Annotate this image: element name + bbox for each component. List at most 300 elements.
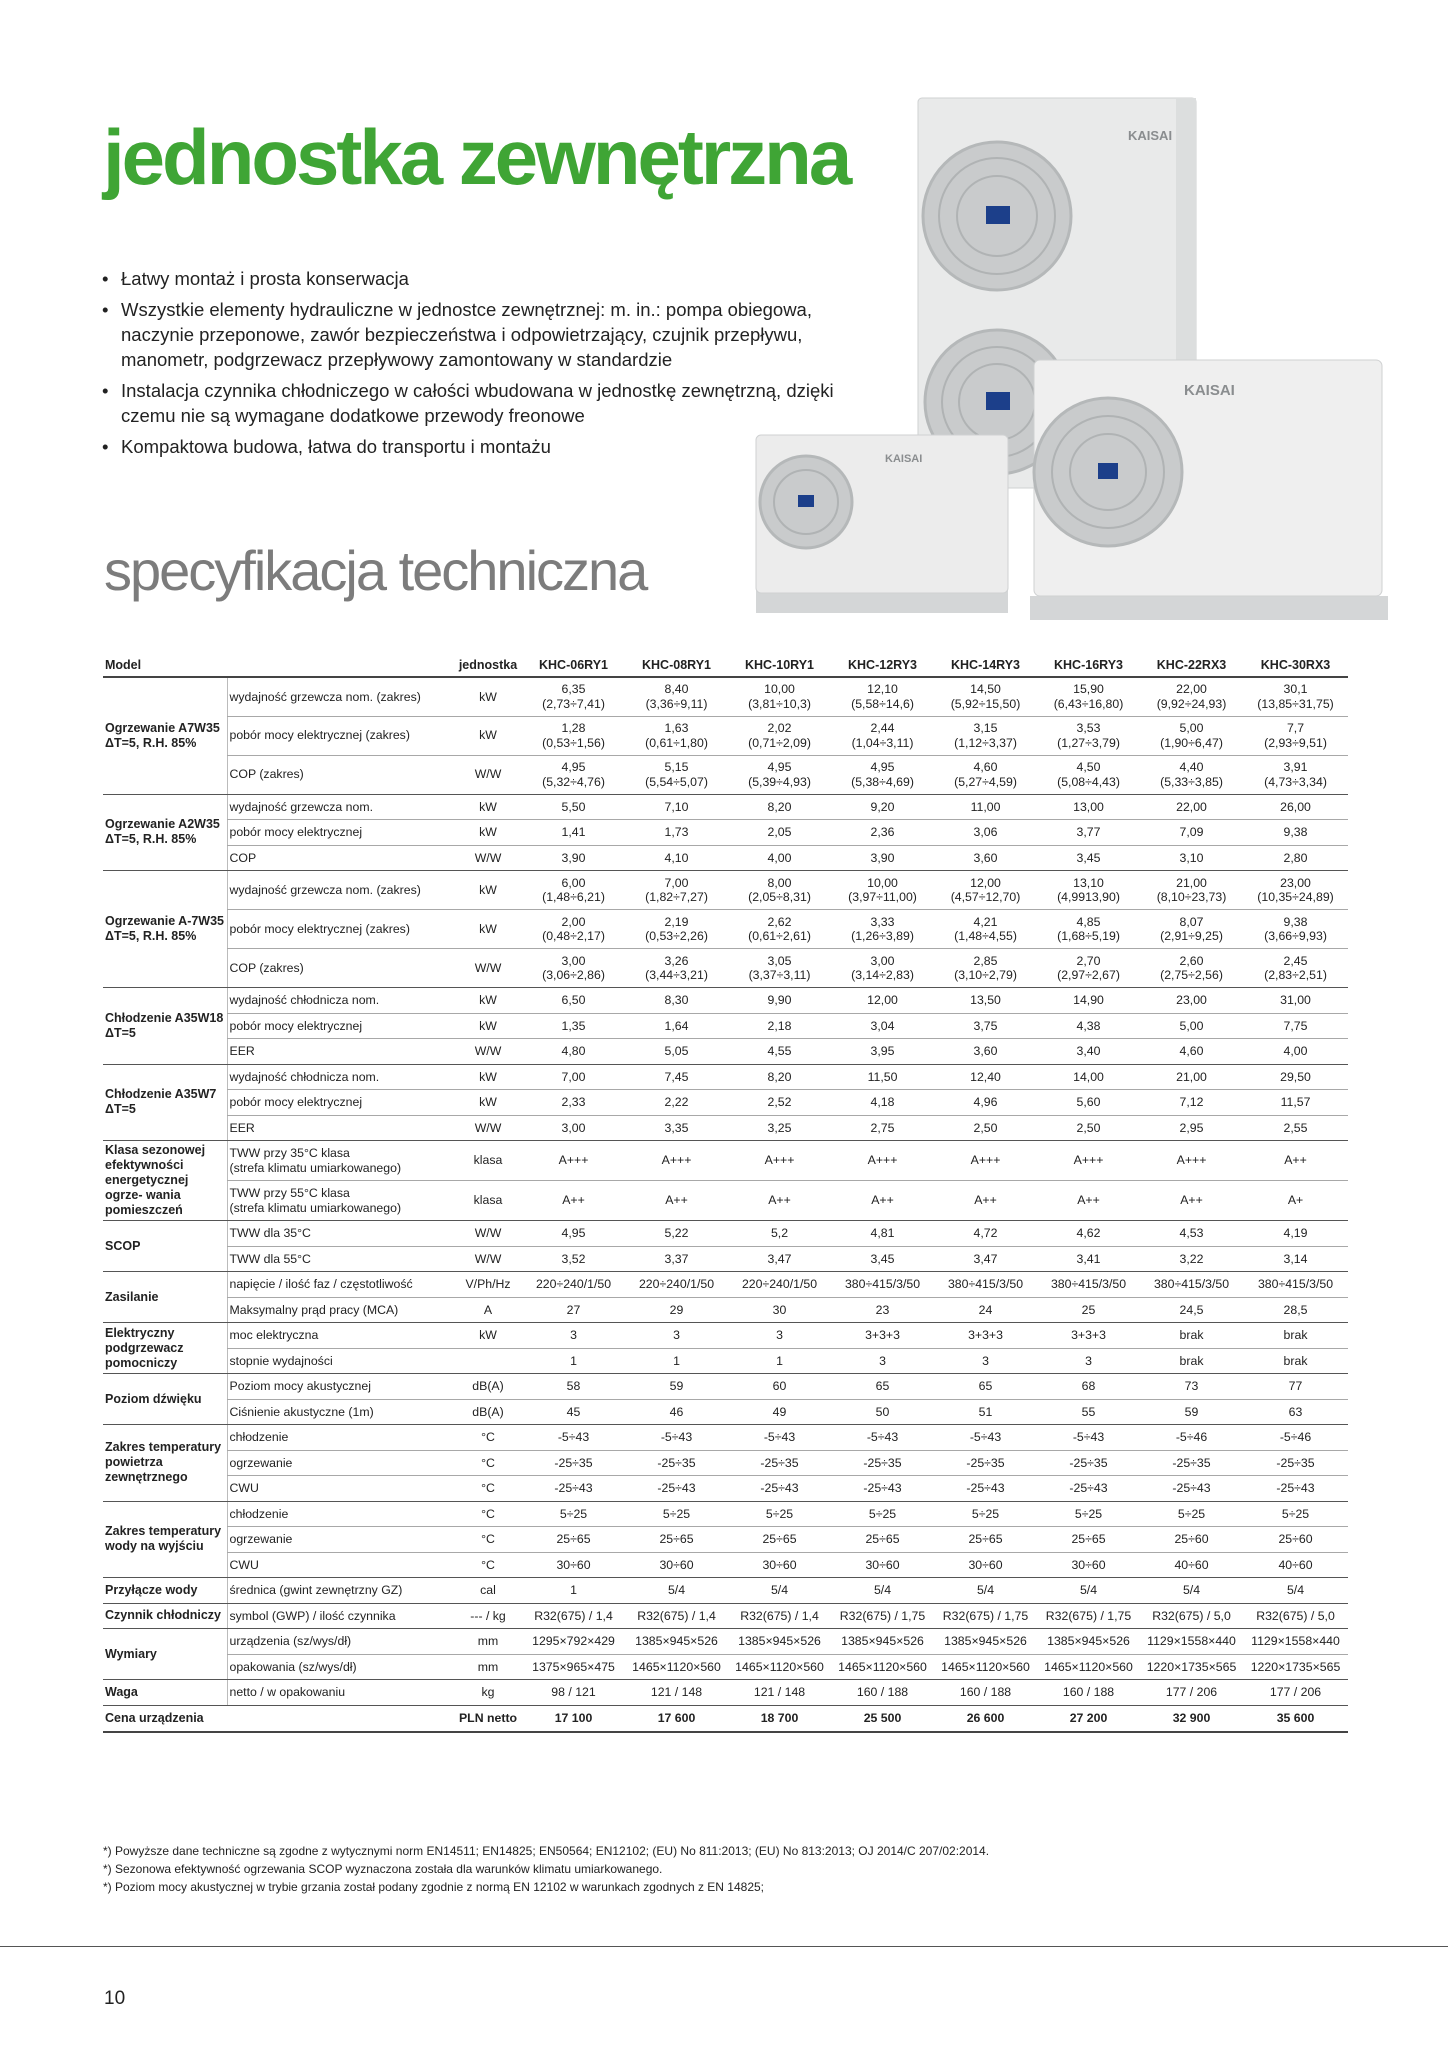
unit-cell: mm [454,1629,522,1655]
param-label: stopnie wydajności [227,1348,454,1374]
value-cell: 1,35 [522,1013,625,1039]
table-row [103,1399,1348,1425]
value-cell: 14,50 (5,92÷15,50) [934,677,1037,716]
table-row [103,1476,1348,1502]
param-label: COP (zakres) [227,755,454,794]
param-label: wydajność grzewcza nom. (zakres) [227,871,454,910]
value-cell: A++ [625,1181,728,1221]
feature-item: • Wszystkie elementy hydrauliczne w jednostce zewnętrznej: m. in.: pompa obiegowa, naczynie przeponowe, zawór bezpieczeństwa i odpowietrzający, czujnik przepływu, manometr, podgrzewacz przepływowy zamontowany w standardzie [102,297,862,372]
value-cell: A+++ [522,1141,625,1181]
table-row [103,1578,1348,1604]
value-cell: 3,60 [934,1039,1037,1065]
table-row [103,1654,1348,1680]
param-label: pobór mocy elektrycznej (zakres) [227,716,454,755]
value-cell: 4,85 (1,68÷5,19) [1037,910,1140,949]
heat-pump-units-image [750,90,1400,630]
header-unit: jednostka [454,654,522,677]
value-cell: 3+3+3 [1037,1323,1140,1349]
price-value: 26 600 [934,1705,1037,1732]
table-row [103,1425,1348,1451]
value-cell: 2,52 [728,1090,831,1116]
value-cell: 11,57 [1243,1090,1348,1116]
param-label: pobór mocy elektrycznej [227,1090,454,1116]
unit-cell: kg [454,1680,522,1706]
value-cell: 13,10 (4,9913,90) [1037,871,1140,910]
value-cell: 5÷25 [934,1501,1037,1527]
value-cell: 3,60 [934,845,1037,871]
value-cell: 7,00 (1,82÷7,27) [625,871,728,910]
page-number: 10 [104,1988,126,2009]
value-cell: 2,75 [831,1115,934,1141]
footer-divider [0,1946,1448,1947]
table-row [103,820,1348,846]
value-cell: 30÷60 [728,1552,831,1578]
value-cell: 59 [1140,1399,1243,1425]
value-cell: 5÷25 [625,1501,728,1527]
table-row [103,677,1348,716]
table-row [103,755,1348,794]
value-cell: 5/4 [625,1578,728,1604]
value-cell: 1385×945×526 [728,1629,831,1655]
value-cell: 5÷25 [728,1501,831,1527]
value-cell: R32(675) / 5,0 [1140,1603,1243,1629]
value-cell: R32(675) / 5,0 [1243,1603,1348,1629]
table-row [103,1348,1348,1374]
value-cell: 3,05 (3,37÷3,11) [728,949,831,988]
table-row [103,794,1348,820]
price-value: 27 200 [1037,1705,1140,1732]
value-cell: 8,07 (2,91÷9,25) [1140,910,1243,949]
value-cell: 1465×1120×560 [728,1654,831,1680]
param-label: pobór mocy elektrycznej [227,1013,454,1039]
section-title: specyfikacja techniczna [104,539,647,602]
param-label: średnica (gwint zewnętrzny GZ) [227,1578,454,1604]
value-cell: 4,95 (5,39÷4,93) [728,755,831,794]
value-cell: 13,50 [934,988,1037,1014]
value-cell: 3,14 [1243,1246,1348,1272]
value-cell: 1 [728,1348,831,1374]
value-cell: -5÷43 [1037,1425,1140,1451]
table-row [103,1527,1348,1553]
value-cell: 5,15 (5,54÷5,07) [625,755,728,794]
unit-cell: kW [454,1013,522,1039]
value-cell: 12,00 [831,988,934,1014]
value-cell: 23 [831,1297,934,1323]
value-cell: 3,00 (3,06÷2,86) [522,949,625,988]
value-cell: 13,00 [1037,794,1140,820]
value-cell: A++ [831,1181,934,1221]
value-cell: 3,77 [1037,820,1140,846]
value-cell: 12,40 [934,1064,1037,1090]
value-cell: 25 [1037,1297,1140,1323]
row-group-label: Zakres temperatury wody na wyjściu [103,1501,227,1578]
value-cell: 1465×1120×560 [934,1654,1037,1680]
value-cell: 3,90 [831,845,934,871]
value-cell: 2,44 (1,04÷3,11) [831,716,934,755]
value-cell: 1465×1120×560 [1037,1654,1140,1680]
value-cell: R32(675) / 1,4 [728,1603,831,1629]
value-cell: 5÷25 [1243,1501,1348,1527]
param-label: symbol (GWP) / ilość czynnika [227,1603,454,1629]
value-cell: 30÷60 [522,1552,625,1578]
value-cell: 5/4 [728,1578,831,1604]
value-cell: 11,50 [831,1064,934,1090]
value-cell: 5,60 [1037,1090,1140,1116]
value-cell: 3 [625,1323,728,1349]
value-cell: 2,50 [1037,1115,1140,1141]
table-row [103,1115,1348,1141]
value-cell: -5÷43 [625,1425,728,1451]
unit-cell: kW [454,1323,522,1349]
value-cell: 51 [934,1399,1037,1425]
table-row [103,1629,1348,1655]
value-cell: 3,25 [728,1115,831,1141]
value-cell: 3,45 [831,1246,934,1272]
value-cell: 6,35 (2,73÷7,41) [522,677,625,716]
price-row [103,1705,1348,1732]
row-group-label: Ogrzewanie A7W35 ΔT=5, R.H. 85% [103,677,227,794]
value-cell: 1 [625,1348,728,1374]
header-model-name: KHC-10RY1 [728,654,831,677]
unit-cell: W/W [454,755,522,794]
value-cell: 3+3+3 [831,1323,934,1349]
row-group-label: Ogrzewanie A-7W35 ΔT=5, R.H. 85% [103,871,227,988]
row-group-label: Ogrzewanie A2W35 ΔT=5, R.H. 85% [103,794,227,871]
value-cell: brak [1243,1348,1348,1374]
value-cell: -25÷35 [1243,1450,1348,1476]
value-cell: 5,00 [1140,1013,1243,1039]
unit-cell: W/W [454,949,522,988]
param-label: pobór mocy elektrycznej [227,820,454,846]
value-cell: -25÷35 [934,1450,1037,1476]
value-cell: 25÷65 [831,1527,934,1553]
value-cell: 1220×1735×565 [1243,1654,1348,1680]
value-cell: 5,00 (1,90÷6,47) [1140,716,1243,755]
unit-cell: V/Ph/Hz [454,1272,522,1298]
param-label: ogrzewanie [227,1527,454,1553]
table-row [103,871,1348,910]
value-cell: 2,05 [728,820,831,846]
value-cell: -5÷46 [1243,1425,1348,1451]
value-cell: 3,90 [522,845,625,871]
value-cell: 3,22 [1140,1246,1243,1272]
brand-logo: KAISAI [1184,382,1235,399]
value-cell: 5÷25 [831,1501,934,1527]
value-cell: 4,55 [728,1039,831,1065]
feature-item: • Kompaktowa budowa, łatwa do transportu i montażu [102,434,862,459]
value-cell: 3,41 [1037,1246,1140,1272]
unit-cell: °C [454,1476,522,1502]
value-cell: 7,10 [625,794,728,820]
value-cell: 3,40 [1037,1039,1140,1065]
spec-table-body [103,677,1348,1732]
unit-cell: mm [454,1654,522,1680]
param-label: TWW przy 55°C klasa (strefa klimatu umiarkowanego) [227,1181,454,1221]
value-cell: 3,52 [522,1246,625,1272]
unit-cell: W/W [454,1221,522,1247]
table-row [103,1013,1348,1039]
param-label: pobór mocy elektrycznej (zakres) [227,910,454,949]
value-cell: 2,85 (3,10÷2,79) [934,949,1037,988]
value-cell: 5/4 [1140,1578,1243,1604]
value-cell: 1385×945×526 [934,1629,1037,1655]
row-group-label: Zakres temperatury powietrza zewnętrznego [103,1425,227,1502]
value-cell: 1385×945×526 [1037,1629,1140,1655]
unit-cell: cal [454,1578,522,1604]
unit-cell: kW [454,871,522,910]
unit-cell: W/W [454,1246,522,1272]
table-row [103,1603,1348,1629]
table-header-row [103,654,1348,677]
value-cell: -25÷35 [1037,1450,1140,1476]
table-row [103,1090,1348,1116]
value-cell: 1,73 [625,820,728,846]
value-cell: 4,21 (1,48÷4,55) [934,910,1037,949]
param-label: moc elektryczna [227,1323,454,1349]
value-cell: 8,40 (3,36÷9,11) [625,677,728,716]
value-cell: -25÷43 [1037,1476,1140,1502]
value-cell: -5÷43 [522,1425,625,1451]
value-cell: 9,38 (3,66÷9,93) [1243,910,1348,949]
unit-cell: klasa [454,1181,522,1221]
value-cell: 1465×1120×560 [831,1654,934,1680]
table-row [103,1181,1348,1221]
value-cell: 220÷240/1/50 [625,1272,728,1298]
param-label: wydajność chłodnicza nom. [227,1064,454,1090]
param-label: Poziom mocy akustycznej [227,1374,454,1400]
value-cell: 5/4 [831,1578,934,1604]
unit-cell: W/W [454,1115,522,1141]
value-cell: 380÷415/3/50 [1037,1272,1140,1298]
value-cell: 3,47 [728,1246,831,1272]
value-cell: 1375×965×475 [522,1654,625,1680]
row-group-label: Zasilanie [103,1272,227,1323]
value-cell: -25÷35 [831,1450,934,1476]
header-model-name: KHC-08RY1 [625,654,728,677]
value-cell: 380÷415/3/50 [1243,1272,1348,1298]
value-cell: brak [1243,1323,1348,1349]
header-model-name: KHC-22RX3 [1140,654,1243,677]
value-cell: 7,7 (2,93÷9,51) [1243,716,1348,755]
unit-cell: °C [454,1501,522,1527]
value-cell: 8,30 [625,988,728,1014]
table-row [103,716,1348,755]
value-cell: 29 [625,1297,728,1323]
value-cell: 27 [522,1297,625,1323]
value-cell: 46 [625,1399,728,1425]
header-model-name: KHC-30RX3 [1243,654,1348,677]
value-cell: 2,45 (2,83÷2,51) [1243,949,1348,988]
value-cell: -25÷43 [934,1476,1037,1502]
value-cell: 2,95 [1140,1115,1243,1141]
value-cell: 9,38 [1243,820,1348,846]
value-cell: 28,5 [1243,1297,1348,1323]
row-group-label: Przyłącze wody [103,1578,227,1604]
row-group-label: Wymiary [103,1629,227,1680]
value-cell: 30÷60 [831,1552,934,1578]
value-cell: 1,41 [522,820,625,846]
value-cell: A++ [934,1181,1037,1221]
value-cell: 7,45 [625,1064,728,1090]
param-label: chłodzenie [227,1501,454,1527]
price-value: 18 700 [728,1705,831,1732]
value-cell: 4,95 (5,32÷4,76) [522,755,625,794]
value-cell: 160 / 188 [1037,1680,1140,1706]
param-label: netto / w opakowaniu [227,1680,454,1706]
table-row [103,988,1348,1014]
value-cell: 68 [1037,1374,1140,1400]
table-row [103,1272,1348,1298]
value-cell: A++ [1140,1181,1243,1221]
table-row [103,1680,1348,1706]
value-cell: 5/4 [1037,1578,1140,1604]
param-label: TWW przy 35°C klasa (strefa klimatu umiarkowanego) [227,1141,454,1181]
header-model-name: KHC-14RY3 [934,654,1037,677]
value-cell: 25÷65 [934,1527,1037,1553]
value-cell: 1385×945×526 [831,1629,934,1655]
value-cell: 1 [522,1348,625,1374]
value-cell: 7,00 [522,1064,625,1090]
row-group-label: Elektryczny podgrzewacz pomocniczy [103,1323,227,1374]
value-cell: 3,75 [934,1013,1037,1039]
value-cell: A+++ [728,1141,831,1181]
value-cell: 2,33 [522,1090,625,1116]
unit-cell: °C [454,1450,522,1476]
row-group-label: Chłodzenie A35W7 ΔT=5 [103,1064,227,1141]
value-cell: 98 / 121 [522,1680,625,1706]
param-label: TWW dla 35°C [227,1221,454,1247]
param-label: TWW dla 55°C [227,1246,454,1272]
value-cell: 5÷25 [522,1501,625,1527]
value-cell: 14,00 [1037,1064,1140,1090]
value-cell: 5,22 [625,1221,728,1247]
value-cell: 3,95 [831,1039,934,1065]
value-cell: 1295×792×429 [522,1629,625,1655]
value-cell: 1,64 [625,1013,728,1039]
value-cell: 24 [934,1297,1037,1323]
brand-logo: KAISAI [885,453,923,465]
value-cell: 6,00 (1,48÷6,21) [522,871,625,910]
unit-cell [454,1348,522,1374]
value-cell: 2,55 [1243,1115,1348,1141]
value-cell: 11,00 [934,794,1037,820]
value-cell: 30,1 (13,85÷31,75) [1243,677,1348,716]
value-cell: R32(675) / 1,75 [934,1603,1037,1629]
value-cell: 4,50 (5,08÷4,43) [1037,755,1140,794]
value-cell: brak [1140,1348,1243,1374]
value-cell: 25÷65 [728,1527,831,1553]
value-cell: 8,00 (2,05÷8,31) [728,871,831,910]
value-cell: 2,80 [1243,845,1348,871]
value-cell: 5,50 [522,794,625,820]
value-cell: 30÷60 [625,1552,728,1578]
unit-cell: kW [454,677,522,716]
value-cell: 29,50 [1243,1064,1348,1090]
price-value: 35 600 [1243,1705,1348,1732]
value-cell: 3,45 [1037,845,1140,871]
unit-cell: °C [454,1527,522,1553]
feature-list [102,266,862,465]
value-cell: A+++ [831,1141,934,1181]
value-cell: -25÷43 [728,1476,831,1502]
price-value: 25 500 [831,1705,934,1732]
value-cell: 4,96 [934,1090,1037,1116]
param-label: COP [227,845,454,871]
value-cell: 3,33 (1,26÷3,89) [831,910,934,949]
value-cell: A++ [1037,1181,1140,1221]
value-cell: 1129×1558×440 [1243,1629,1348,1655]
value-cell: 4,60 (5,27÷4,59) [934,755,1037,794]
value-cell: 4,00 [1243,1039,1348,1065]
value-cell: 30÷60 [1037,1552,1140,1578]
value-cell: 21,00 (8,10÷23,73) [1140,871,1243,910]
value-cell: -5÷43 [728,1425,831,1451]
table-row [103,1374,1348,1400]
param-label: chłodzenie [227,1425,454,1451]
value-cell: -5÷43 [934,1425,1037,1451]
value-cell: 10,00 (3,81÷10,3) [728,677,831,716]
param-label: wydajność grzewcza nom. [227,794,454,820]
value-cell: 2,70 (2,97÷2,67) [1037,949,1140,988]
table-row [103,949,1348,988]
price-unit: PLN netto [454,1705,522,1732]
value-cell: A+++ [1140,1141,1243,1181]
small-unit [756,435,1008,613]
row-group-label: Klasa sezonowej efektywności energetycznej ogrze- wania pomieszczeń [103,1141,227,1221]
value-cell: 177 / 206 [1140,1680,1243,1706]
header-model-name: KHC-16RY3 [1037,654,1140,677]
brand-logo: KAISAI [1128,128,1173,143]
value-cell: 1220×1735×565 [1140,1654,1243,1680]
value-cell: 160 / 188 [831,1680,934,1706]
header-model: Model [103,654,454,677]
value-cell: 25÷65 [1037,1527,1140,1553]
value-cell: 25÷60 [1243,1527,1348,1553]
value-cell: 2,62 (0,61÷2,61) [728,910,831,949]
value-cell: -25÷35 [1140,1450,1243,1476]
value-cell: 4,40 (5,33÷3,85) [1140,755,1243,794]
table-row [103,845,1348,871]
value-cell: 1,28 (0,53÷1,56) [522,716,625,755]
value-cell: 23,00 (10,35÷24,89) [1243,871,1348,910]
row-group-label: Chłodzenie A35W18 ΔT=5 [103,988,227,1065]
value-cell: 4,18 [831,1090,934,1116]
value-cell: 1465×1120×560 [625,1654,728,1680]
value-cell: 380÷415/3/50 [934,1272,1037,1298]
value-cell: 220÷240/1/50 [522,1272,625,1298]
value-cell: 4,60 [1140,1039,1243,1065]
header-model-name: KHC-06RY1 [522,654,625,677]
value-cell: A++ [1243,1141,1348,1181]
unit-cell: kW [454,988,522,1014]
value-cell: 23,00 [1140,988,1243,1014]
table-row [103,910,1348,949]
unit-cell: --- / kg [454,1603,522,1629]
value-cell: 21,00 [1140,1064,1243,1090]
value-cell: 380÷415/3/50 [831,1272,934,1298]
value-cell: 4,72 [934,1221,1037,1247]
value-cell: 3,00 (3,14÷2,83) [831,949,934,988]
row-group-label: Poziom dźwięku [103,1374,227,1425]
value-cell: 5/4 [934,1578,1037,1604]
value-cell: 177 / 206 [1243,1680,1348,1706]
value-cell: 45 [522,1399,625,1425]
value-cell: 60 [728,1374,831,1400]
value-cell: 15,90 (6,43÷16,80) [1037,677,1140,716]
value-cell: 121 / 148 [625,1680,728,1706]
value-cell: 30÷60 [934,1552,1037,1578]
unit-cell: kW [454,820,522,846]
